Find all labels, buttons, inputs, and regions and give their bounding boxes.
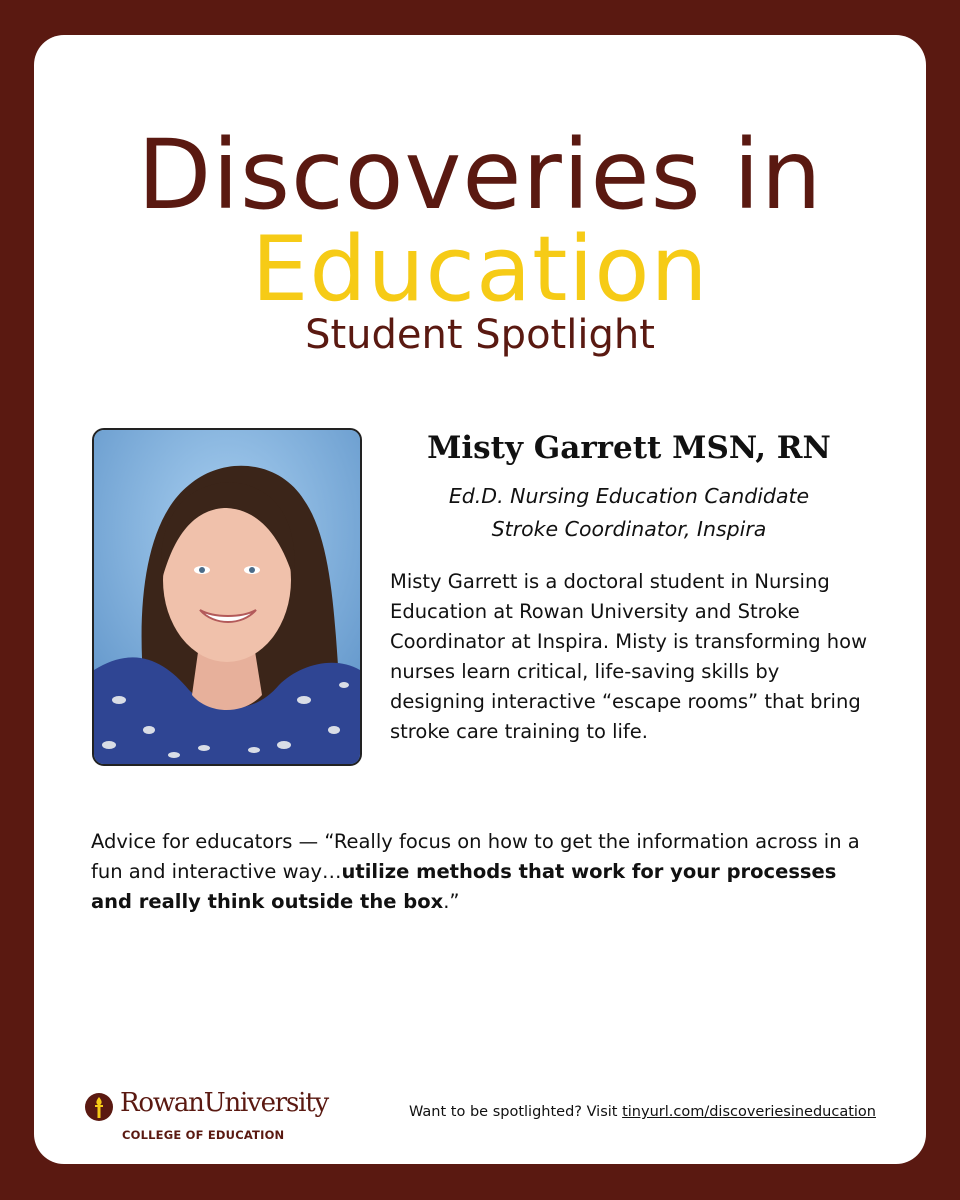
student-bio: Misty Garrett is a doctoral student in Nursing Education at Rowan University and Stroke Coordinator at Inspira. Misty is transforming how nurses learn critical, life-saving skills by designing interactive “escape rooms” that bring stroke care training to life. — [390, 570, 868, 743]
student-portrait-photo — [92, 428, 362, 766]
cta-text: Want to be spotlighted? Visit — [409, 1104, 623, 1120]
student-name: Misty Garrett MSN, RN — [427, 430, 831, 466]
advice-end: .” — [443, 890, 460, 913]
title-discoveries: Discoveries in — [137, 119, 823, 231]
advice-emphasis: utilize methods that work for your processes and really think outside the box — [91, 860, 837, 913]
advice-quote — [91, 827, 871, 917]
torch-icon — [84, 1092, 114, 1122]
subtitle-student-spotlight: Student Spotlight — [305, 312, 655, 358]
advice-intro: Advice for educators — “Really focus on how to get the information across in a fun and interactive way… — [91, 830, 860, 883]
logo-wordmark: RowanUniversity — [120, 1088, 329, 1118]
cta-link[interactable]: tinyurl.com/discoveriesineducation — [622, 1104, 876, 1120]
student-role-candidate: Ed.D. Nursing Education Candidate — [448, 484, 810, 508]
rowan-university-logo — [84, 1088, 344, 1148]
spotlight-call-to-action — [409, 1104, 876, 1120]
student-role-coordinator: Stroke Coordinator, Inspira — [491, 517, 767, 541]
logo-college-name: COLLEGE OF EDUCATION — [122, 1128, 285, 1142]
spotlight-card — [34, 35, 926, 1164]
title-education: Education — [251, 217, 709, 322]
